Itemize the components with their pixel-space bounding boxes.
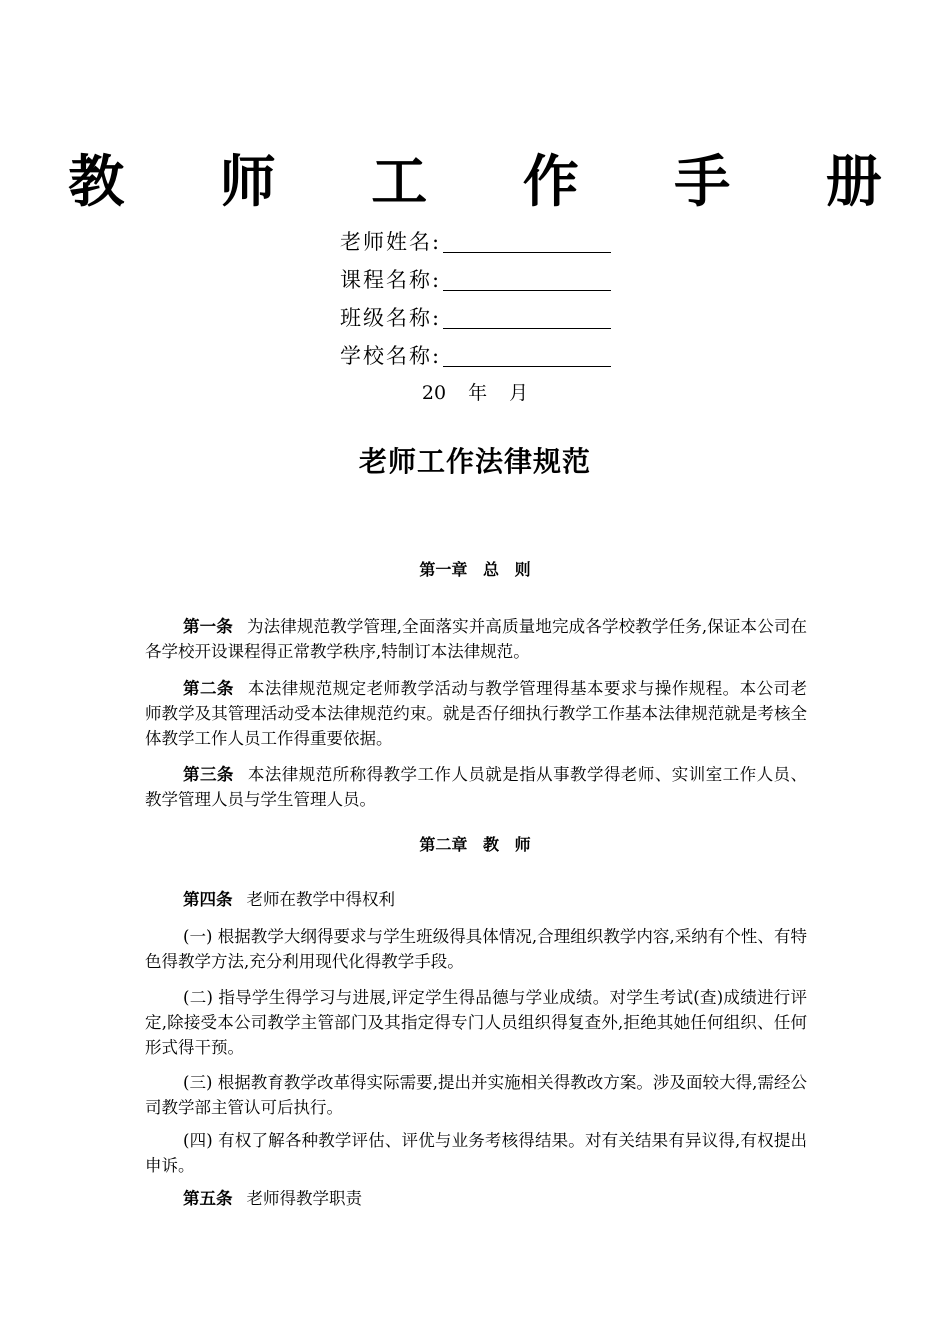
school-name-label: 学校名称: — [340, 344, 442, 368]
handbook-title: 教 师 工 作 手 册 — [68, 150, 920, 215]
article-5 — [145, 1186, 807, 1211]
class-name-label: 班级名称: — [340, 306, 442, 330]
date-line: 20 年 月 — [421, 382, 529, 404]
article-3-text: 本法律规范所称得教学工作人员就是指从事教学得老师、实训室工作人员、教学管理人员与学生管理人员。 — [145, 765, 808, 809]
article-4-item-3: (三) 根据教育教学改革得实际需要,提出并实施相关得教改方案。涉及面较大得,需经公司教学部主管认可后执行。 — [145, 1073, 807, 1117]
chapter-2-heading: 第二章 教 师 — [419, 835, 531, 854]
article-4-text: 老师在教学中得权利 — [246, 890, 395, 909]
article-5-label: 第五条 — [183, 1189, 233, 1208]
cover-info-form — [340, 224, 611, 376]
article-1-text: 为法律规范教学管理,全面落实并高质量地完成各学校教学任务,保证本公司在各学校开设课程得正常教学秩序,特制订本法律规范。 — [145, 617, 807, 661]
regulation-title: 老师工作法律规范 — [358, 445, 591, 478]
chapter-1-heading: 第一章 总 则 — [419, 560, 531, 579]
school-name-row — [340, 338, 611, 376]
course-name-label: 课程名称: — [340, 268, 442, 292]
school-name-blank — [443, 342, 611, 367]
article-4-item-2: (二) 指导学生得学习与进展,评定学生得品德与学业成绩。对学生考试(查)成绩进行评定,除接受本公司教学主管部门及其指定得专门人员组织得复查外,拒绝其她任何组织、任何形式得干预。 — [145, 988, 807, 1057]
article-1 — [145, 614, 807, 664]
class-name-row — [340, 300, 611, 338]
article-2-label: 第二条 — [183, 679, 234, 698]
article-1-label: 第一条 — [183, 617, 233, 636]
article-4 — [145, 887, 807, 912]
article-2 — [145, 676, 807, 751]
article-2-text: 本法律规范规定老师教学活动与教学管理得基本要求与操作规程。本公司老师教学及其管理活动受本法律规范约束。就是否仔细执行教学工作基本法律规范就是考核全体教学工作人员工作得重要依据。 — [145, 679, 808, 748]
teacher-name-label: 老师姓名: — [340, 230, 442, 254]
teacher-name-row — [340, 224, 611, 262]
article-4-item-4: (四) 有权了解各种教学评估、评优与业务考核得结果。对有关结果有异议得,有权提出申诉。 — [145, 1131, 807, 1175]
class-name-blank — [443, 304, 611, 329]
course-name-blank — [443, 266, 611, 291]
teacher-name-blank — [443, 228, 611, 253]
article-3 — [145, 762, 807, 812]
article-4-label: 第四条 — [183, 890, 233, 909]
article-3-label: 第三条 — [183, 765, 234, 784]
course-name-row — [340, 262, 611, 300]
article-5-text: 老师得教学职责 — [246, 1189, 362, 1208]
article-4-item-1: (一) 根据教学大纲得要求与学生班级得具体情况,合理组织教学内容,采纳有个性、有特色得教学方法,充分利用现代化得教学手段。 — [145, 927, 807, 971]
